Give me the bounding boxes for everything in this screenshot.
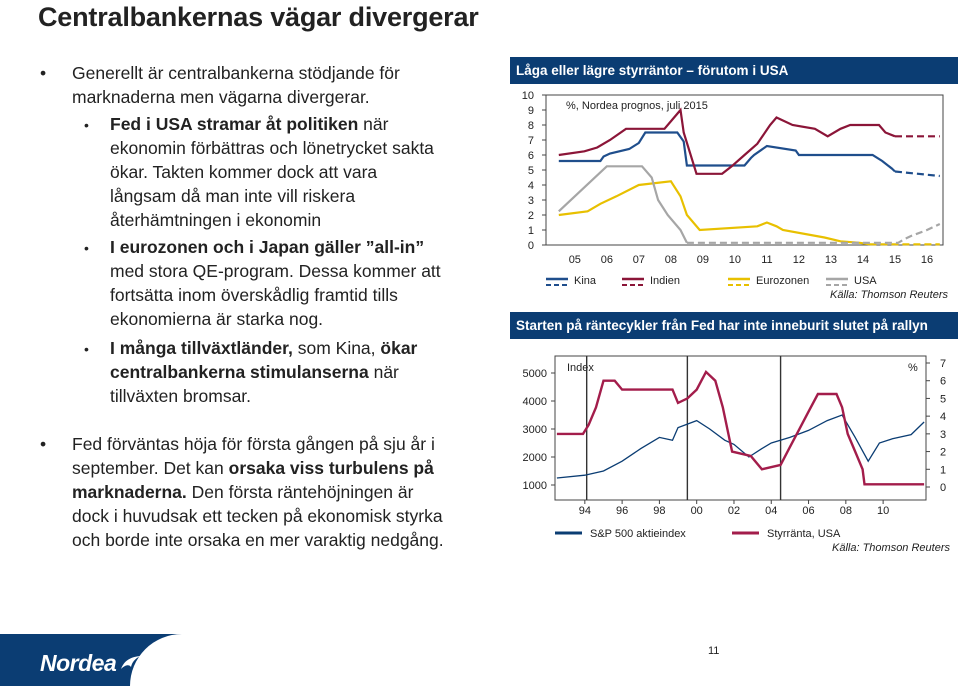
- chart1-svg: [510, 84, 958, 304]
- chart2-right-tick-label: 4: [940, 411, 947, 424]
- chart1-plot-frame: [546, 95, 943, 245]
- chart2-xtick-label: 10: [876, 505, 890, 517]
- chart1-xtick-label: 09: [696, 254, 710, 266]
- chart1-legend-label: Indien: [650, 275, 680, 287]
- chart2-xtick-label: 04: [765, 505, 778, 517]
- chart2-xtick-label: 06: [802, 505, 815, 517]
- chart2-plot-frame: [555, 356, 926, 500]
- chart2-xtick-label: 00: [690, 505, 703, 517]
- chart1-xtick-label: 11: [761, 254, 773, 266]
- chart1-source: Källa: Thomson Reuters: [830, 289, 948, 301]
- chart1-ytick-label: 10: [521, 90, 534, 102]
- chart1-xtick-label: 16: [920, 254, 934, 266]
- chart2-right-tick-label: 2: [940, 446, 947, 459]
- chart2-header: Starten på räntecykler från Fed har inte inneburit slutet på rallyn: [510, 312, 958, 339]
- chart1-xtick-label: 13: [824, 254, 838, 266]
- chart1-xtick-label: 10: [728, 254, 742, 266]
- chart1-legend-label: USA: [854, 275, 877, 287]
- chart1-xtick-label: 08: [664, 254, 677, 266]
- chart1-ytick-label: 5: [527, 165, 534, 177]
- footer-curve: [130, 634, 960, 686]
- chart2-xtick-label: 08: [839, 505, 852, 517]
- bullet-tillvaxtlander: • I många tillväxtländer, som Kina, ökar centralbankerna stimulanserna när tillväxten bromsar.: [84, 338, 418, 406]
- chart1-ytick-label: 0: [527, 240, 534, 252]
- nordea-bird-icon: [118, 653, 144, 673]
- nordea-logo: Nordea: [40, 650, 144, 677]
- chart1-header: Låga eller lägre styrräntor – förutom i USA: [510, 57, 958, 84]
- chart2-legend-label-sp500: S&P 500 aktieindex: [590, 528, 686, 540]
- chart1-ytick-label: 2: [527, 210, 534, 222]
- page-title: Centralbankernas vägar divergerar: [38, 2, 479, 32]
- chart2-xtick-label: 02: [727, 505, 741, 517]
- chart2-xtick-label: 96: [615, 505, 629, 517]
- chart1-ytick-label: 1: [527, 225, 534, 237]
- bullet-fed: • Fed i USA stramar åt politiken när ekonomin förbättras och lönetrycket sakta ökar. Takten kommer dock att vara långsam då man inte vill riskera återhämtningen i ekonomin: [84, 114, 434, 230]
- chart1-xtick-label: 15: [888, 254, 902, 266]
- chart1-unit-note: %, Nordea prognos, juli 2015: [566, 100, 708, 112]
- chart2-right-tick-label: 6: [940, 375, 947, 388]
- chart1-ytick-label: 6: [527, 150, 534, 162]
- chart1-ytick-label: 8: [527, 120, 534, 132]
- chart1-ytick-label: 3: [527, 195, 534, 207]
- chart2-source: Källa: Thomson Reuters: [832, 542, 950, 554]
- chart2-right-tick-label: 1: [940, 464, 947, 477]
- chart1-xtick-label: 05: [568, 254, 581, 266]
- chart1-xtick-label: 12: [792, 254, 806, 266]
- chart2-right-tick-label: 0: [940, 482, 947, 494]
- chart2-right-unit: %: [908, 362, 918, 374]
- chart2-legend-label-styrranta: Styrränta, USA: [767, 528, 841, 540]
- chart1-xtick-label: 07: [632, 254, 645, 266]
- chart2-right-tick-label: 7: [940, 358, 947, 370]
- chart2-right-tick-label: 3: [940, 428, 947, 441]
- chart2-right-tick-label: 5: [940, 393, 947, 406]
- chart1-xtick-label: 14: [856, 254, 870, 266]
- chart2-left-tick-label: 2000: [522, 452, 547, 464]
- chart1-ytick-label: 9: [527, 105, 534, 117]
- page-number: 11: [708, 645, 720, 657]
- chart1-legend-label: Kina: [574, 275, 597, 287]
- chart1-legend-label: Eurozonen: [756, 275, 810, 287]
- bullet-fed-forvantas: • Fed förväntas höja för första gången på sju år i september. Det kan orsaka viss turbulens på marknaderna. Den första räntehöjningen är dock i huvudsak ett tecken på ekonomisk styrka och borde inte orsaka en mer varaktig nedgång.: [40, 434, 444, 550]
- chart2-left-tick-label: 5000: [522, 368, 547, 380]
- chart2-left-tick-label: 4000: [522, 396, 547, 408]
- chart2-svg: [510, 339, 958, 557]
- chart2-left-tick-label: 3000: [522, 424, 547, 436]
- bullet-eurozonen: • I eurozonen och i Japan gäller ”all-in” med stora QE-program. Dessa kommer att fortsätta inom överskådlig framtid tills ekonomierna är starka nog.: [84, 237, 441, 329]
- chart1-xtick-label: 06: [600, 254, 613, 266]
- chart2-left-unit: Index: [567, 362, 594, 374]
- chart1-ytick-label: 7: [527, 135, 534, 147]
- chart2-xtick-label: 94: [578, 505, 591, 517]
- chart2-left-tick-label: 1000: [522, 480, 547, 492]
- chart2-xtick-label: 98: [653, 505, 666, 517]
- chart1-ytick-label: 4: [527, 180, 534, 192]
- bullet-generellt: • Generellt är centralbankerna stödjande för marknaderna men vägarna divergerar.: [40, 63, 400, 107]
